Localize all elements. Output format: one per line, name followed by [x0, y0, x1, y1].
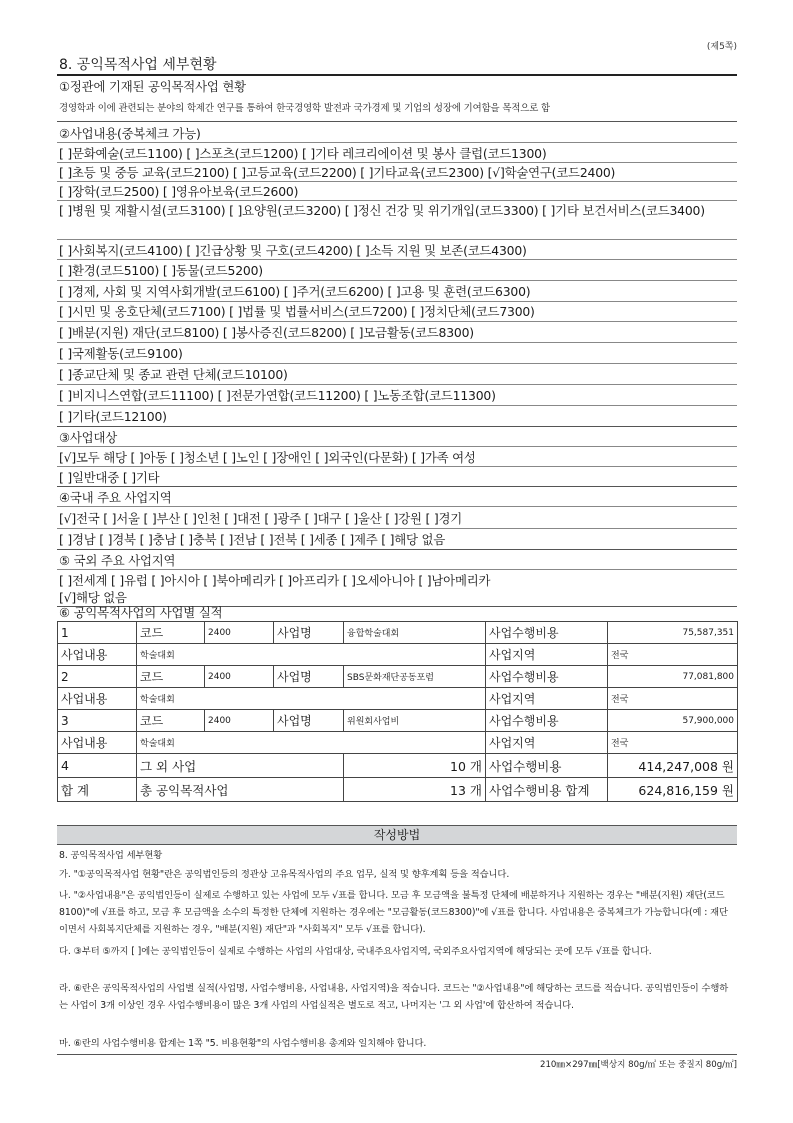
item-code: 2400 [205, 710, 274, 732]
divider [57, 506, 737, 507]
item-cost: 75,587,351 [608, 622, 738, 644]
domestic-region-row: [ ]경남 [ ]경북 [ ]충남 [ ]충북 [ ]전남 [ ]전북 [ ]세종 [ ]제주 [ ]해당 없음 [59, 532, 446, 547]
content-label: 사업내용 [58, 644, 137, 666]
item-no: 1 [58, 622, 137, 644]
method-heading: 작성방법 [57, 825, 737, 845]
section3-heading: ③사업대상 [59, 430, 117, 445]
business-row: [ ]초등 및 중등 교육(코드2100) [ ]고등교육(코드2200) [ ]기타교육(코드2300) [√]학술연구(코드2400) [59, 165, 616, 180]
table-row [58, 644, 738, 666]
item-cost: 57,900,000 [608, 710, 738, 732]
total-cost: 624,816,159 원 [608, 778, 738, 802]
cost-label: 사업수행비용 [486, 666, 608, 688]
divider [57, 1054, 737, 1055]
total-label: 합 계 [58, 778, 137, 802]
overseas-region-row: [√]해당 없음 [59, 590, 127, 605]
item-content: 학술대회 [137, 732, 486, 754]
business-row: [ ]기타(코드12100) [59, 409, 167, 424]
code-label: 코드 [137, 710, 205, 732]
business-row: [ ]경제, 사회 및 지역사회개발(코드6100) [ ]주거(코드6200) [ ]고용 및 훈련(코드6300) [59, 284, 531, 299]
table-row [58, 710, 738, 732]
item-cost: 77,081,800 [608, 666, 738, 688]
divider [57, 280, 737, 281]
item-content: 학술대회 [137, 644, 486, 666]
divider [57, 486, 737, 487]
table-row [58, 666, 738, 688]
region-label: 사업지역 [486, 732, 608, 754]
other-count: 10 개 [344, 754, 486, 778]
divider [57, 363, 737, 364]
business-row: [ ]시민 및 옹호단체(코드7100) [ ]법률 및 법률서비스(코드7200) [ ]정치단체(코드7300) [59, 304, 535, 319]
table-row [58, 754, 738, 778]
item-region: 전국 [608, 732, 738, 754]
section1-heading: ①정관에 기재된 공익목적사업 현황 [59, 79, 246, 94]
divider [57, 569, 737, 570]
name-label: 사업명 [274, 622, 344, 644]
divider [57, 239, 737, 240]
content-label: 사업내용 [58, 688, 137, 710]
method-line: 가. "①공익목적사업 현황"란은 공익법인등의 정관상 고유목적사업의 주요 업무, 실적 및 향후계획 등을 적습니다. [59, 869, 510, 880]
divider [57, 549, 737, 550]
item-region: 전국 [608, 688, 738, 710]
table-row [58, 778, 738, 802]
divider [57, 74, 737, 76]
divider [57, 259, 737, 260]
divider [57, 142, 737, 143]
business-row: [ ]환경(코드5100) [ ]동물(코드5200) [59, 263, 263, 278]
total-cost-label: 사업수행비용 합계 [486, 778, 608, 802]
method-line: 마. ⑥란의 사업수행비용 합계는 1쪽 "5. 비용현황"의 사업수행비용 총계와 일치해야 합니다. [59, 1038, 427, 1049]
cost-label: 사업수행비용 [486, 710, 608, 732]
item-no: 3 [58, 710, 137, 732]
cost-label: 사업수행비용 [486, 622, 608, 644]
other-cost: 414,247,008 원 [608, 754, 738, 778]
divider [57, 200, 737, 201]
item-code: 2400 [205, 666, 274, 688]
divider [57, 384, 737, 385]
divider [57, 466, 737, 467]
item-content: 학술대회 [137, 688, 486, 710]
item-code: 2400 [205, 622, 274, 644]
divider [57, 321, 737, 322]
page-title: 8. 공익목적사업 세부현황 [59, 57, 217, 73]
table-row [58, 732, 738, 754]
divider [57, 528, 737, 529]
performance-table [57, 621, 738, 802]
business-row: [ ]배분(지원) 재단(코드8100) [ ]봉사증진(코드8200) [ ]모금활동(코드8300) [59, 325, 474, 340]
business-row: [ ]사회복지(코드4100) [ ]긴급상황 및 구호(코드4200) [ ]소득 지원 및 보존(코드4300) [59, 243, 527, 258]
business-row: [ ]국제활동(코드9100) [59, 346, 183, 361]
section2-heading: ②사업내용(중복체크 가능) [59, 126, 201, 141]
domestic-region-row: [√]전국 [ ]서울 [ ]부산 [ ]인천 [ ]대전 [ ]광주 [ ]대구 [ ]울산 [ ]강원 [ ]경기 [59, 511, 463, 526]
total-count: 13 개 [344, 778, 486, 802]
content-label: 사업내용 [58, 732, 137, 754]
divider [57, 405, 737, 406]
divider [57, 446, 737, 447]
business-row: [ ]문화예술(코드1100) [ ]스포츠(코드1200) [ ]기타 레크리에이션 및 봉사 클럽(코드1300) [59, 146, 547, 161]
code-label: 코드 [137, 622, 205, 644]
divider [57, 426, 737, 427]
section1-text: 경영학과 이에 관련되는 분야의 학제간 연구를 통하여 한국경영학 발전과 국가경제 및 기업의 성장에 기여함을 목적으로 함 [59, 103, 551, 114]
table-row [58, 622, 738, 644]
divider [57, 342, 737, 343]
business-row: [ ]비지니스연합(코드11100) [ ]전문가연합(코드11200) [ ]노동조합(코드11300) [59, 388, 496, 403]
business-row: [ ]종교단체 및 종교 관련 단체(코드10100) [59, 367, 288, 382]
table-row [58, 688, 738, 710]
method-line: 8. 공익목적사업 세부현황 [59, 850, 163, 861]
section4-heading: ④국내 주요 사업지역 [59, 490, 172, 505]
paper-spec-footer: 210㎜×297㎜[백상지 80g/㎡ 또는 중질지 80g/㎡] [540, 1060, 737, 1070]
business-row: [ ]병원 및 재활시설(코드3100) [ ]요양원(코드3200) [ ]정신 건강 및 위기개입(코드3300) [ ]기타 보건서비스(코드3400) [59, 203, 705, 218]
region-label: 사업지역 [486, 688, 608, 710]
item-no: 2 [58, 666, 137, 688]
other-cost-label: 사업수행비용 [486, 754, 608, 778]
method-line: 라. ⑥란은 공익목적사업의 사업별 실적(사업명, 사업수행비용, 사업내용, 사업지역)을 적습니다. 코드는 "②사업내용"에 해당하는 코드를 적습니다. 공익법인등이 수행하는 사업이 3개 이상인 경우 사업수행비용이 많은 3개 사업의 사업실적은 별도로 적고, 나머지는 '그 외 사업'에 합산하여 적습니다. [59, 983, 729, 1011]
code-label: 코드 [137, 666, 205, 688]
section6-heading: ⑥ 공익목적사업의 사업별 실적 [59, 605, 223, 620]
target-row: [√]모두 해당 [ ]아동 [ ]청소년 [ ]노인 [ ]장애인 [ ]외국인(다문화) [ ]가족 여성 [59, 450, 476, 465]
region-label: 사업지역 [486, 644, 608, 666]
method-line: 나. "②사업내용"은 공익법인등이 실제로 수행하고 있는 사업에 모두 √표를 합니다. 모금 후 모금액을 불특정 단체에 배분하거나 지원하는 경우는 "배분(지원) 재단(코드8100)"에 √표를 하고, 모금 후 모금액을 소수의 특정한 단체에 지원하는 경우에는 "모금활동(코드8300)"에 √표를 합니다. 사업내용은 중복체크가 가능합니다(예 : 재단이면서 사회복지단체를 지원하는 경우, "배분(지원) 재단"과 "사회복지" 모두 √표를 합니다). [59, 890, 728, 935]
total-sub-label: 총 공익목적사업 [137, 778, 344, 802]
section5-heading: ⑤ 국외 주요 사업지역 [59, 553, 176, 568]
business-row: [ ]장학(코드2500) [ ]영유아보육(코드2600) [59, 184, 299, 199]
name-label: 사업명 [274, 710, 344, 732]
item-region: 전국 [608, 644, 738, 666]
other-label: 그 외 사업 [137, 754, 344, 778]
other-no: 4 [58, 754, 137, 778]
item-name: 위원회사업비 [344, 710, 486, 732]
method-line: 다. ③부터 ⑤까지 [ ]에는 공익법인등이 실제로 수행하는 사업의 사업대상, 국내주요사업지역, 국외주요사업지역에 해당되는 곳에 모두 √표를 합니다. [59, 946, 652, 957]
item-name: SBS문화재단공동포럼 [344, 666, 486, 688]
item-name: 융합학술대회 [344, 622, 486, 644]
target-row: [ ]일반대중 [ ]기타 [59, 470, 160, 485]
divider [57, 121, 737, 122]
page-label: (제5쪽) [706, 42, 737, 52]
overseas-region-row: [ ]전세계 [ ]유럽 [ ]아시아 [ ]북아메리카 [ ]아프리카 [ ]오세아니아 [ ]남아메리카 [59, 573, 491, 588]
name-label: 사업명 [274, 666, 344, 688]
